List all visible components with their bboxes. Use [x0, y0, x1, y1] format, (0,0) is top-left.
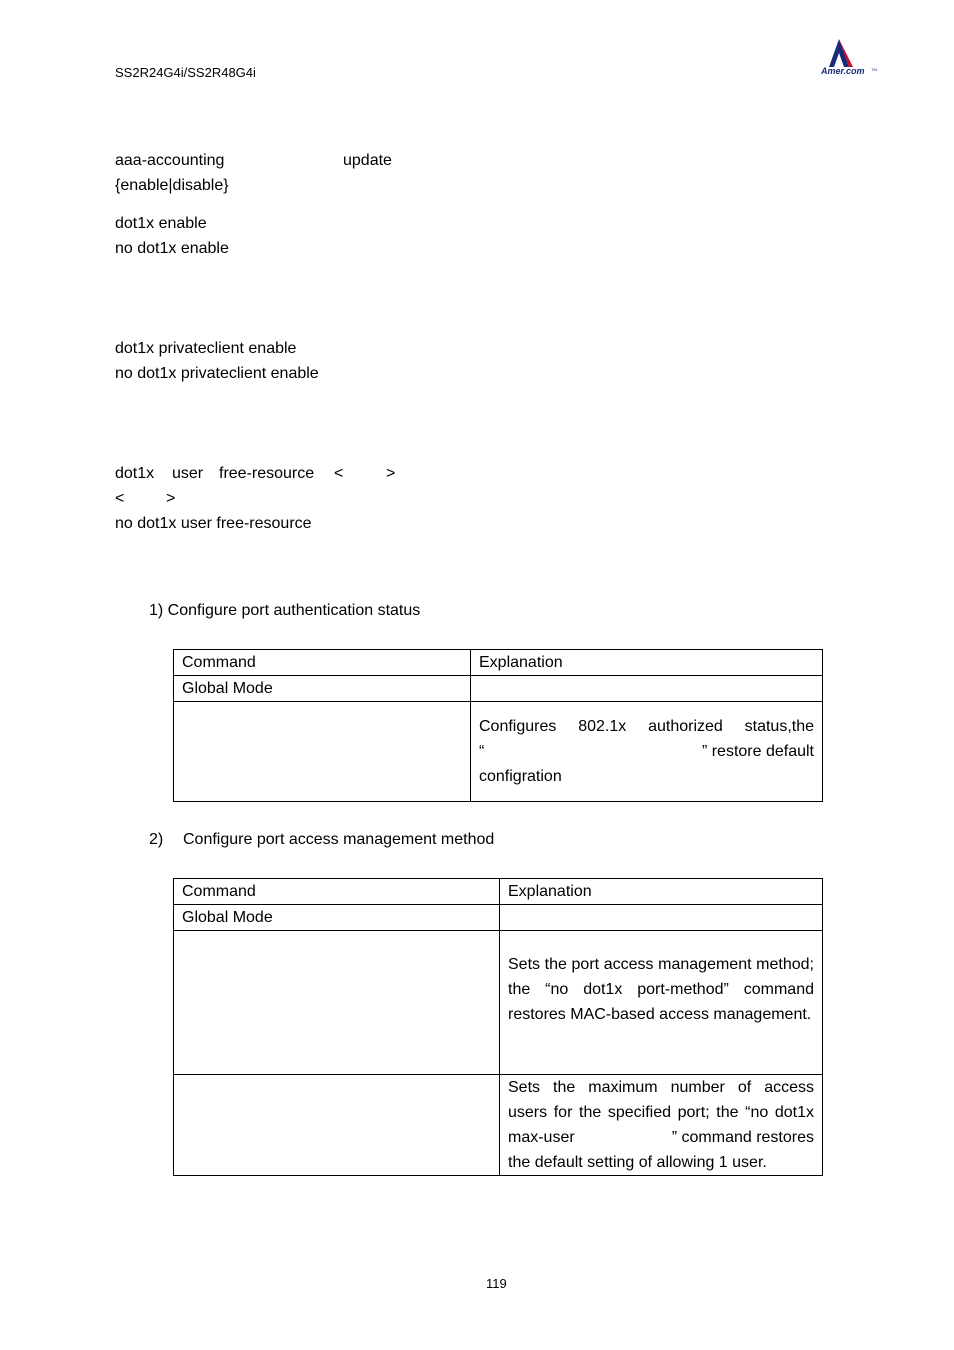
cmd-free-resource-w1: dot1x: [115, 465, 155, 482]
page-number: 119: [486, 1276, 507, 1291]
table-mode-cell: Global Mode: [174, 676, 471, 702]
expl-restore-default: ” restore default: [701, 743, 814, 760]
section1-heading: 1) Configure port authentication status: [149, 602, 421, 619]
max-user-line-1: Sets the maximum number of access: [508, 1079, 814, 1096]
cmd-free-resource-gt2: >: [166, 490, 176, 507]
cmd-no-dot1x-enable: no dot1x enable: [115, 240, 229, 257]
table-command-cell: [174, 702, 471, 802]
expl-line-3: configration: [479, 768, 562, 785]
cmd-aaa-accounting: aaa-accounting: [115, 152, 225, 169]
logo-text: Amer.com: [821, 66, 865, 76]
max-user-restores: ” command restores: [671, 1129, 814, 1146]
section2-heading: Configure port access management method: [183, 831, 495, 848]
max-user-line-2: users for the specified port; the “no dot1x: [508, 1104, 814, 1121]
cmd-no-dot1x-privateclient: no dot1x privateclient enable: [115, 365, 319, 382]
max-user-line-4: the default setting of allowing 1 user.: [508, 1154, 767, 1171]
table-mode-cell: Global Mode: [174, 905, 500, 931]
cmd-aaa-enable-disable: {enable|disable}: [115, 177, 229, 194]
section2-heading-number: 2): [149, 831, 164, 848]
table-header-command: Command: [174, 879, 500, 905]
cmd-dot1x-enable: dot1x enable: [115, 215, 207, 232]
table-command-cell: [174, 1075, 500, 1176]
cmd-free-resource-w2: user: [172, 465, 204, 482]
max-user-explanation: [500, 1075, 823, 1176]
max-user-cmd: max-user: [508, 1129, 575, 1146]
auth-status-table: [173, 649, 823, 802]
port-method-explanation: Sets the port access management method; the “no dot1x port-method” command restores MAC-based access management.: [500, 931, 823, 1075]
cmd-free-resource-lt: <: [334, 465, 344, 482]
table-explanation-cell: [471, 702, 823, 802]
cmd-free-resource-gt: >: [386, 465, 396, 482]
cmd-aaa-update: update: [343, 152, 392, 169]
cmd-dot1x-privateclient: dot1x privateclient enable: [115, 340, 297, 357]
logo-trademark: TM: [871, 67, 877, 72]
table-command-cell: [174, 931, 500, 1075]
document-header-model: SS2R24G4i/SS2R48G4i: [115, 65, 256, 80]
expl-open-quote: “: [479, 743, 485, 760]
expl-line-1: Configures 802.1x authorized status,the: [479, 718, 814, 735]
table-header-command: Command: [174, 650, 471, 676]
max-user-line-3: [508, 1125, 814, 1150]
cmd-free-resource-lt2: <: [115, 490, 125, 507]
table-empty-cell: [471, 676, 823, 702]
expl-line-2: [479, 739, 814, 764]
amer-logo: [818, 36, 876, 82]
table-empty-cell: [500, 905, 823, 931]
port-method-table: [173, 878, 823, 1176]
table-header-explanation: Explanation: [500, 879, 823, 905]
table-header-explanation: Explanation: [471, 650, 823, 676]
cmd-no-dot1x-free-resource: no dot1x user free-resource: [115, 515, 312, 532]
cmd-free-resource-w3: free-resource: [219, 465, 315, 482]
